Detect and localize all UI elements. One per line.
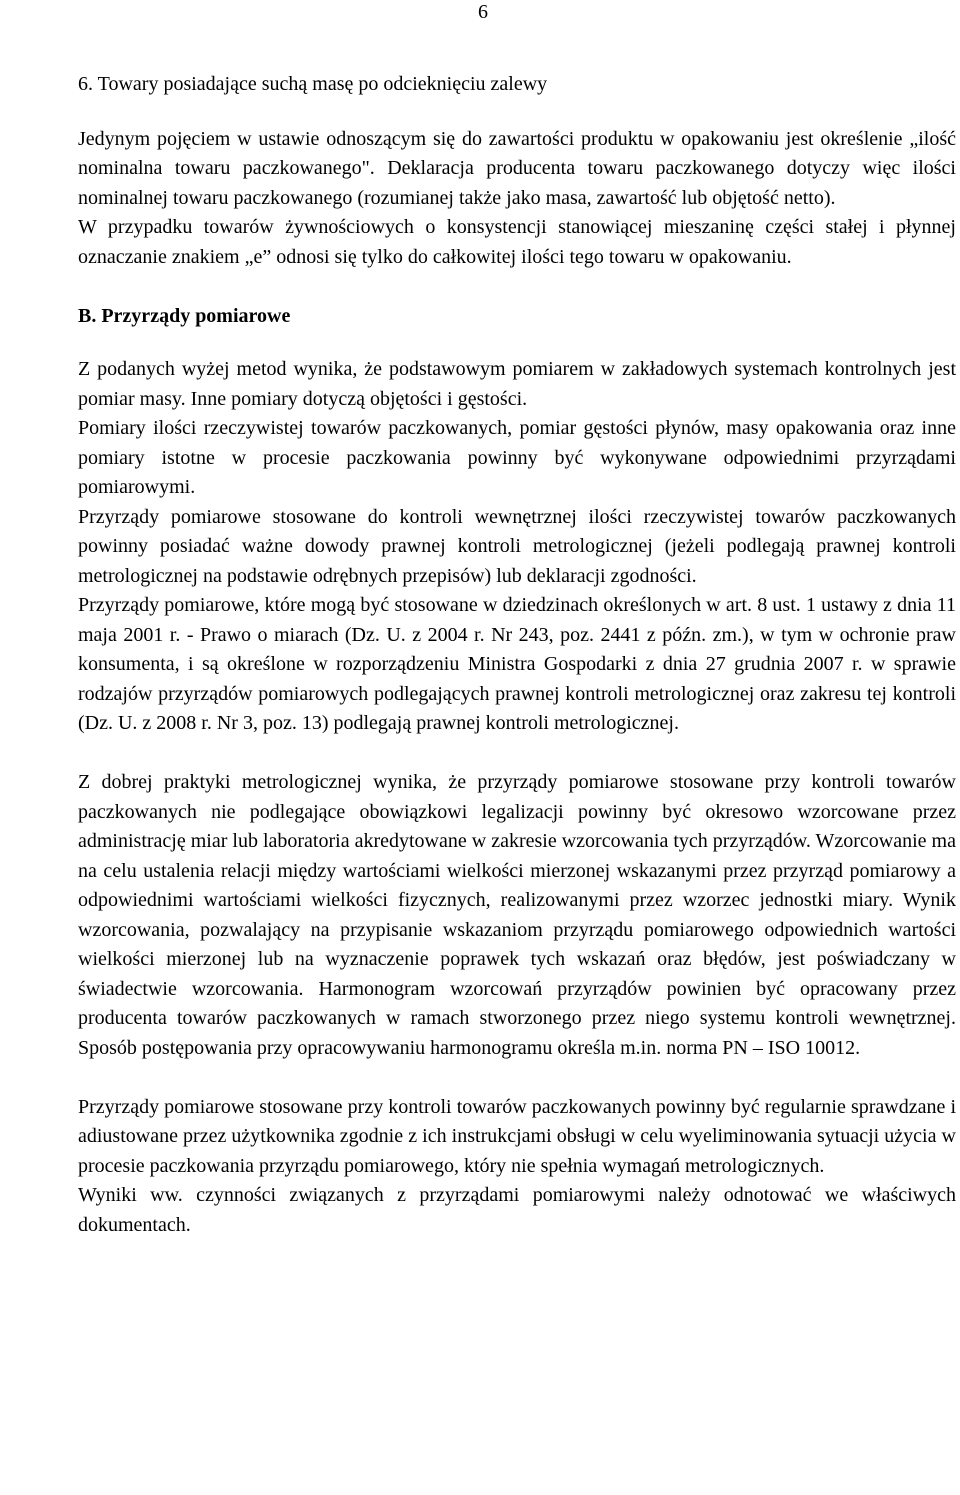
section-b-paragraph-7: Wyniki ww. czynności związanych z przyrządami pomiarowymi należy odnotować we właściwych dokumentach. [78, 1184, 956, 1236]
section-b-paragraph-6: Przyrządy pomiarowe stosowane przy kontroli towarów paczkowanych powinny być regularnie sprawdzane i adiustowane przez użytkownika zgodnie z ich instrukcjami obsługi w celu wyeliminowania sytuacji użycia w procesie paczkowania przyrządu pomiarowego, który nie spełnia wymagań metrologicznych. [78, 1095, 956, 1177]
section-6-paragraph-2: W przypadku towarów żywnościowych o konsystencji stanowiącej mieszaninę części stałej i płynnej oznaczanie znakiem „e” odnosi się tylko do całkowitej ilości tego towaru w opakowaniu. [78, 216, 956, 268]
section-b-paragraph-3: Przyrządy pomiarowe stosowane do kontroli wewnętrznej ilości rzeczywistej towarów paczkowanych powinny posiadać ważne dowody prawnej kontroli metrologicznej (jeżeli podlegają prawnej kontroli metrologicznej na podstawie odrębnych przepisów) lub deklaracji zgodności. [78, 505, 956, 587]
section-6-heading: 6. Towary posiadające suchą masę po odcieknięciu zalewy [78, 73, 548, 95]
section-6-paragraph-1: Jedynym pojęciem w ustawie odnoszącym się do zawartości produktu w opakowaniu jest określenie „ilość nominalna towaru paczkowanego". Deklaracja producenta towaru paczkowanego dotyczy więc ilości nominalnej towaru paczkowanego (rozumianej także jako masa, zawartość lub objętość netto). [78, 127, 956, 209]
section-b-paragraph-2: Pomiary ilości rzeczywistej towarów paczkowanych, pomiar gęstości płynów, masy opakowania oraz inne pomiary istotne w procesie paczkowania powinny być wykonywane odpowiednimi przyrządami pomiarowymi. [78, 417, 956, 498]
document-body [78, 70, 956, 1240]
section-b-paragraph-5: Z dobrej praktyki metrologicznej wynika, że przyrządy pomiarowe stosowane przy kontroli towarów paczkowanych nie podlegające obowiązkowi legalizacji powinny być okresowo wzorcowane przez administrację miar lub laboratoria akredytowane w zakresie wzorcowania tych przyrządów. Wzorcowanie ma na celu ustalenia relacji między wartościami wielkości mierzonej wskazanymi przez przyrząd pomiarowy a odpowiednimi wartościami wielkości fizycznych, realizowanymi przez wzorzec jednostki miary. Wynik wzorcowania, pozwalający na przypisanie wskazaniom przyrządu pomiarowego odpowiednich wartości wielkości mierzonej lub na wyznaczenie poprawek tych wskazań oraz błędów, jest poświadczany w świadectwie wzorcowania. Harmonogram wzorcowań przyrządów powinien być opracowany przez producenta towarów paczkowanych w ramach stworzonego przez niego systemu kontroli wewnętrznej. Sposób postępowania przy opracowywaniu harmonogramu określa m.in. norma PN – ISO 10012. [78, 771, 956, 1059]
section-b-paragraph-1: Z podanych wyżej metod wynika, że podstawowym pomiarem w zakładowych systemach kontrolnych jest pomiar masy. Inne pomiary dotyczą objętości i gęstości. [78, 358, 956, 410]
section-b-heading: B. Przyrządy pomiarowe [78, 304, 291, 327]
section-b-paragraph-4: Przyrządy pomiarowe, które mogą być stosowane w dziedzinach określonych w art. 8 ust. 1 ustawy z dnia 11 maja 2001 r. - Prawo o miarach (Dz. U. z 2004 r. Nr 243, poz. 2441 z późn. zm.), w tym w ochronie praw konsumenta, i są określone w rozporządzeniu Ministra Gospodarki z dnia 27 grudnia 2007 r. w sprawie rodzajów przyrządów pomiarowych podlegających prawnej kontroli metrologicznej oraz zakresu tej kontroli (Dz. U. z 2008 r. Nr 3, poz. 13) podlegają prawnej kontroli metrologicznej. [78, 594, 956, 734]
page-number: 6 [478, 1, 488, 23]
